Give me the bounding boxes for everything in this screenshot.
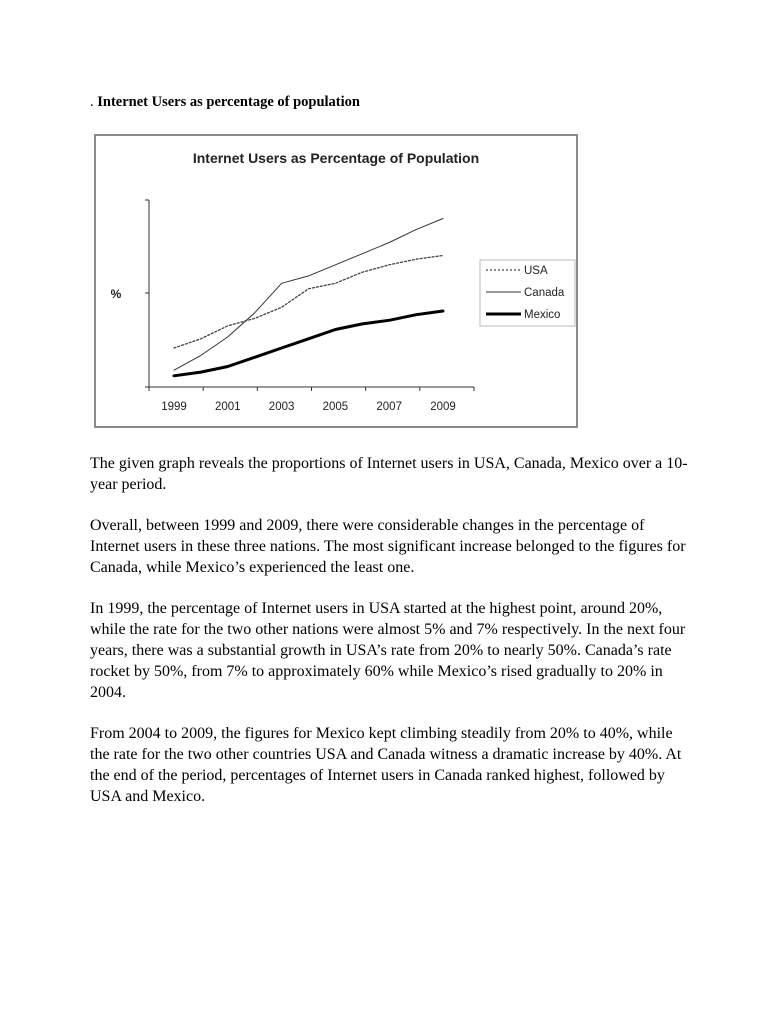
chart-figure: [94, 134, 578, 428]
heading-prefix: .: [90, 94, 94, 110]
paragraph-1: The given graph reveals the proportions of Internet users in USA, Canada, Mexico over a 10-year period.: [90, 455, 688, 493]
heading-text: Internet Users as percentage of population: [97, 94, 360, 110]
line-chart: [96, 136, 576, 426]
chart-legend: [480, 260, 575, 326]
paragraph-3: In 1999, the percentage of Internet users in USA started at the highest point, around 20%, while the rate for the two other nations were almost 5% and 7% respectively. In the next four years, there was a substantial growth in USA’s rate from 20% to nearly 50%. Canada’s rate rocket by 50%, from 7% to approximately 60% while Mexico’s rised gradually to 20% in 2004.: [90, 600, 686, 701]
x-tick-label-1999: 1999: [161, 401, 187, 413]
legend-label-canada: Canada: [524, 287, 565, 299]
paragraph-4: From 2004 to 2009, the figures for Mexico kept climbing steadily from 20% to 40%, while the rate for the two other countries USA and Canada witness a dramatic increase by 40%. At the end of the period, percentages of Internet users in Canada ranked highest, followed by USA and Mexico.: [90, 725, 682, 805]
x-tick-label-2005: 2005: [322, 401, 349, 413]
x-tick-label-2003: 2003: [268, 401, 295, 413]
y-axis-label: %: [110, 287, 122, 301]
legend-label-usa: USA: [524, 265, 548, 277]
paragraph-2: Overall, between 1999 and 2009, there were considerable changes in the percentage of Internet users in these three nations. The most significant increase belonged to the figures for Canada, while Mexico’s experienced the least one.: [90, 517, 686, 576]
x-tick-label-2001: 2001: [215, 401, 241, 413]
series-line-usa: [174, 256, 443, 349]
x-tick-label-2009: 2009: [430, 401, 456, 413]
document-heading: [90, 94, 360, 111]
x-tick-label-2007: 2007: [376, 401, 402, 413]
legend-label-mexico: Mexico: [524, 309, 561, 321]
series-line-canada: [174, 219, 443, 371]
chart-title: Internet Users as Percentage of Population: [192, 150, 480, 166]
series-line-mexico: [174, 311, 443, 376]
